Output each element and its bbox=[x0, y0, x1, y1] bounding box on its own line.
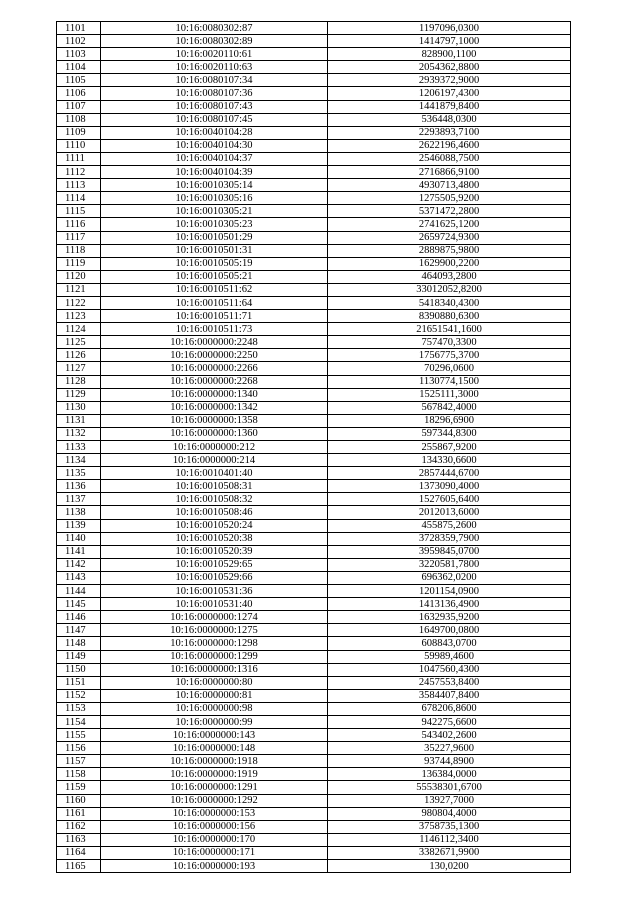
row-number-cell: 1126 bbox=[57, 349, 101, 362]
cadastral-number-cell: 10:16:0000000:212 bbox=[101, 441, 328, 454]
value-cell: 3584407,8400 bbox=[328, 689, 571, 702]
value-cell: 757470,3300 bbox=[328, 336, 571, 349]
row-number-cell: 1130 bbox=[57, 401, 101, 414]
table-row bbox=[57, 506, 571, 519]
cadastral-number-cell: 10:16:0000000:1342 bbox=[101, 401, 328, 414]
cadastral-number-cell: 10:16:0010511:71 bbox=[101, 310, 328, 323]
table-row bbox=[57, 310, 571, 323]
cadastral-number-cell: 10:16:0000000:171 bbox=[101, 846, 328, 859]
row-number-cell: 1150 bbox=[57, 663, 101, 676]
value-cell: 134330,6600 bbox=[328, 454, 571, 467]
cadastral-number-cell: 10:16:0000000:1340 bbox=[101, 388, 328, 401]
table-row bbox=[57, 231, 571, 244]
value-cell: 597344,8300 bbox=[328, 427, 571, 440]
cadastral-number-cell: 10:16:0010501:31 bbox=[101, 244, 328, 257]
table-row bbox=[57, 846, 571, 859]
table-row bbox=[57, 35, 571, 48]
table-row bbox=[57, 179, 571, 192]
table-row bbox=[57, 768, 571, 781]
row-number-cell: 1103 bbox=[57, 48, 101, 61]
row-number-cell: 1127 bbox=[57, 362, 101, 375]
row-number-cell: 1110 bbox=[57, 139, 101, 152]
row-number-cell: 1136 bbox=[57, 480, 101, 493]
table-row bbox=[57, 558, 571, 571]
cadastral-number-cell: 10:16:0080107:36 bbox=[101, 87, 328, 100]
row-number-cell: 1104 bbox=[57, 61, 101, 74]
value-cell: 1414797,1000 bbox=[328, 35, 571, 48]
value-cell: 608843,0700 bbox=[328, 637, 571, 650]
value-cell: 136384,0000 bbox=[328, 768, 571, 781]
cadastral-number-cell: 10:16:0000000:1360 bbox=[101, 427, 328, 440]
table-row bbox=[57, 126, 571, 139]
row-number-cell: 1123 bbox=[57, 310, 101, 323]
row-number-cell: 1116 bbox=[57, 218, 101, 231]
value-cell: 567842,4000 bbox=[328, 401, 571, 414]
table-row bbox=[57, 152, 571, 165]
value-cell: 455875,2600 bbox=[328, 519, 571, 532]
table-row bbox=[57, 467, 571, 480]
row-number-cell: 1131 bbox=[57, 414, 101, 427]
value-cell: 1197096,0300 bbox=[328, 22, 571, 35]
cadastral-number-cell: 10:16:0000000:1358 bbox=[101, 414, 328, 427]
table-row bbox=[57, 100, 571, 113]
value-cell: 5371472,2800 bbox=[328, 205, 571, 218]
cadastral-number-cell: 10:16:0000000:98 bbox=[101, 702, 328, 715]
table-row bbox=[57, 611, 571, 624]
table-row bbox=[57, 218, 571, 231]
row-number-cell: 1112 bbox=[57, 166, 101, 179]
table-row bbox=[57, 702, 571, 715]
cadastral-number-cell: 10:16:0040104:39 bbox=[101, 166, 328, 179]
value-cell: 3758735,1300 bbox=[328, 820, 571, 833]
table-row bbox=[57, 493, 571, 506]
value-cell: 55538301,6700 bbox=[328, 781, 571, 794]
row-number-cell: 1165 bbox=[57, 860, 101, 873]
row-number-cell: 1113 bbox=[57, 179, 101, 192]
cadastral-number-cell: 10:16:0010305:21 bbox=[101, 205, 328, 218]
table-row bbox=[57, 349, 571, 362]
value-cell: 70296,0600 bbox=[328, 362, 571, 375]
row-number-cell: 1152 bbox=[57, 689, 101, 702]
cadastral-number-cell: 10:16:0010520:24 bbox=[101, 519, 328, 532]
row-number-cell: 1144 bbox=[57, 585, 101, 598]
cadastral-number-cell: 10:16:0000000:148 bbox=[101, 742, 328, 755]
cadastral-number-cell: 10:16:0000000:2250 bbox=[101, 349, 328, 362]
value-cell: 255867,9200 bbox=[328, 441, 571, 454]
table-row bbox=[57, 545, 571, 558]
row-number-cell: 1134 bbox=[57, 454, 101, 467]
cadastral-number-cell: 10:16:0010305:16 bbox=[101, 192, 328, 205]
table-row bbox=[57, 270, 571, 283]
row-number-cell: 1153 bbox=[57, 702, 101, 715]
cadastral-number-cell: 10:16:0010508:31 bbox=[101, 480, 328, 493]
cadastral-number-cell: 10:16:0010511:64 bbox=[101, 296, 328, 309]
table-row bbox=[57, 296, 571, 309]
table-row bbox=[57, 689, 571, 702]
cadastral-number-cell: 10:16:0010529:66 bbox=[101, 571, 328, 584]
table-row bbox=[57, 441, 571, 454]
row-number-cell: 1115 bbox=[57, 205, 101, 218]
table-row bbox=[57, 283, 571, 296]
cadastral-number-cell: 10:16:0000000:1292 bbox=[101, 794, 328, 807]
row-number-cell: 1102 bbox=[57, 35, 101, 48]
row-number-cell: 1146 bbox=[57, 611, 101, 624]
row-number-cell: 1151 bbox=[57, 676, 101, 689]
row-number-cell: 1162 bbox=[57, 820, 101, 833]
cadastral-number-cell: 10:16:0010520:39 bbox=[101, 545, 328, 558]
row-number-cell: 1101 bbox=[57, 22, 101, 35]
value-cell: 2457553,8400 bbox=[328, 676, 571, 689]
row-number-cell: 1128 bbox=[57, 375, 101, 388]
cadastral-number-cell: 10:16:0000000:2248 bbox=[101, 336, 328, 349]
table-row bbox=[57, 192, 571, 205]
value-cell: 1756775,3700 bbox=[328, 349, 571, 362]
cadastral-number-cell: 10:16:0020110:63 bbox=[101, 61, 328, 74]
cadastral-number-cell: 10:16:0010305:23 bbox=[101, 218, 328, 231]
value-cell: 1201154,0900 bbox=[328, 585, 571, 598]
table-row bbox=[57, 22, 571, 35]
value-cell: 3728359,7900 bbox=[328, 532, 571, 545]
row-number-cell: 1132 bbox=[57, 427, 101, 440]
table-row bbox=[57, 663, 571, 676]
cadastral-number-cell: 10:16:0010505:21 bbox=[101, 270, 328, 283]
table-row bbox=[57, 755, 571, 768]
value-cell: 980804,4000 bbox=[328, 807, 571, 820]
row-number-cell: 1149 bbox=[57, 650, 101, 663]
value-cell: 2622196,4600 bbox=[328, 139, 571, 152]
cadastral-number-cell: 10:16:0010508:32 bbox=[101, 493, 328, 506]
table-row bbox=[57, 860, 571, 873]
row-number-cell: 1163 bbox=[57, 833, 101, 846]
table-row bbox=[57, 742, 571, 755]
value-cell: 3220581,7800 bbox=[328, 558, 571, 571]
value-cell: 464093,2800 bbox=[328, 270, 571, 283]
table-row bbox=[57, 833, 571, 846]
value-cell: 8390880,6300 bbox=[328, 310, 571, 323]
value-cell: 59989,4600 bbox=[328, 650, 571, 663]
cadastral-number-cell: 10:16:0000000:2268 bbox=[101, 375, 328, 388]
row-number-cell: 1147 bbox=[57, 624, 101, 637]
table-row bbox=[57, 166, 571, 179]
cadastral-number-cell: 10:16:0000000:156 bbox=[101, 820, 328, 833]
cadastral-number-cell: 10:16:0000000:1298 bbox=[101, 637, 328, 650]
value-cell: 543402,2600 bbox=[328, 729, 571, 742]
value-cell: 1146112,3400 bbox=[328, 833, 571, 846]
cadastral-number-cell: 10:16:0000000:170 bbox=[101, 833, 328, 846]
row-number-cell: 1145 bbox=[57, 598, 101, 611]
row-number-cell: 1137 bbox=[57, 493, 101, 506]
row-number-cell: 1109 bbox=[57, 126, 101, 139]
row-number-cell: 1158 bbox=[57, 768, 101, 781]
row-number-cell: 1143 bbox=[57, 571, 101, 584]
value-cell: 2939372,9000 bbox=[328, 74, 571, 87]
cadastral-number-cell: 10:16:0010401:40 bbox=[101, 467, 328, 480]
cadastral-number-cell: 10:16:0040104:28 bbox=[101, 126, 328, 139]
row-number-cell: 1139 bbox=[57, 519, 101, 532]
cadastral-number-cell: 10:16:0000000:1291 bbox=[101, 781, 328, 794]
cadastral-number-cell: 10:16:0080107:43 bbox=[101, 100, 328, 113]
cadastral-number-cell: 10:16:0080302:89 bbox=[101, 35, 328, 48]
table-row bbox=[57, 729, 571, 742]
value-cell: 2659724,9300 bbox=[328, 231, 571, 244]
table-row bbox=[57, 454, 571, 467]
table-row bbox=[57, 794, 571, 807]
value-cell: 1629900,2200 bbox=[328, 257, 571, 270]
table-row bbox=[57, 139, 571, 152]
row-number-cell: 1159 bbox=[57, 781, 101, 794]
row-number-cell: 1119 bbox=[57, 257, 101, 270]
cadastral-number-cell: 10:16:0080107:34 bbox=[101, 74, 328, 87]
table-row bbox=[57, 74, 571, 87]
table-row bbox=[57, 781, 571, 794]
table-row bbox=[57, 323, 571, 336]
value-cell: 2012013,6000 bbox=[328, 506, 571, 519]
row-number-cell: 1154 bbox=[57, 715, 101, 728]
table-row bbox=[57, 375, 571, 388]
row-number-cell: 1117 bbox=[57, 231, 101, 244]
cadastral-number-cell: 10:16:0000000:2266 bbox=[101, 362, 328, 375]
value-cell: 1632935,9200 bbox=[328, 611, 571, 624]
cadastral-number-cell: 10:16:0080302:87 bbox=[101, 22, 328, 35]
row-number-cell: 1138 bbox=[57, 506, 101, 519]
row-number-cell: 1141 bbox=[57, 545, 101, 558]
cadastral-value-table bbox=[56, 21, 571, 873]
cadastral-number-cell: 10:16:0010531:40 bbox=[101, 598, 328, 611]
value-cell: 4930713,4800 bbox=[328, 179, 571, 192]
table-body bbox=[57, 22, 571, 873]
value-cell: 2293893,7100 bbox=[328, 126, 571, 139]
value-cell: 942275,6600 bbox=[328, 715, 571, 728]
cadastral-number-cell: 10:16:0010531:36 bbox=[101, 585, 328, 598]
table-row bbox=[57, 585, 571, 598]
table-row bbox=[57, 388, 571, 401]
value-cell: 35227,9600 bbox=[328, 742, 571, 755]
row-number-cell: 1114 bbox=[57, 192, 101, 205]
table-row bbox=[57, 637, 571, 650]
value-cell: 93744,8900 bbox=[328, 755, 571, 768]
table-row bbox=[57, 807, 571, 820]
value-cell: 1275505,9200 bbox=[328, 192, 571, 205]
cadastral-number-cell: 10:16:0000000:80 bbox=[101, 676, 328, 689]
cadastral-number-cell: 10:16:0000000:214 bbox=[101, 454, 328, 467]
value-cell: 2741625,1200 bbox=[328, 218, 571, 231]
value-cell: 696362,0200 bbox=[328, 571, 571, 584]
table-row bbox=[57, 336, 571, 349]
row-number-cell: 1118 bbox=[57, 244, 101, 257]
table-row bbox=[57, 244, 571, 257]
row-number-cell: 1133 bbox=[57, 441, 101, 454]
row-number-cell: 1120 bbox=[57, 270, 101, 283]
cadastral-number-cell: 10:16:0000000:1299 bbox=[101, 650, 328, 663]
row-number-cell: 1124 bbox=[57, 323, 101, 336]
cadastral-number-cell: 10:16:0040104:37 bbox=[101, 152, 328, 165]
cadastral-number-cell: 10:16:0000000:99 bbox=[101, 715, 328, 728]
value-cell: 2716866,9100 bbox=[328, 166, 571, 179]
table-row bbox=[57, 61, 571, 74]
table-row bbox=[57, 480, 571, 493]
value-cell: 1441879,8400 bbox=[328, 100, 571, 113]
cadastral-number-cell: 10:16:0010501:29 bbox=[101, 231, 328, 244]
row-number-cell: 1106 bbox=[57, 87, 101, 100]
cadastral-number-cell: 10:16:0000000:81 bbox=[101, 689, 328, 702]
cadastral-number-cell: 10:16:0000000:1274 bbox=[101, 611, 328, 624]
cadastral-number-cell: 10:16:0000000:1275 bbox=[101, 624, 328, 637]
cadastral-number-cell: 10:16:0000000:1918 bbox=[101, 755, 328, 768]
value-cell: 33012052,8200 bbox=[328, 283, 571, 296]
row-number-cell: 1155 bbox=[57, 729, 101, 742]
value-cell: 1525111,3000 bbox=[328, 388, 571, 401]
table-row bbox=[57, 257, 571, 270]
value-cell: 1130774,1500 bbox=[328, 375, 571, 388]
table-row bbox=[57, 519, 571, 532]
row-number-cell: 1160 bbox=[57, 794, 101, 807]
table-row bbox=[57, 414, 571, 427]
value-cell: 1047560,4300 bbox=[328, 663, 571, 676]
value-cell: 2857444,6700 bbox=[328, 467, 571, 480]
cadastral-number-cell: 10:16:0000000:193 bbox=[101, 860, 328, 873]
value-cell: 1527605,6400 bbox=[328, 493, 571, 506]
cadastral-number-cell: 10:16:0010529:65 bbox=[101, 558, 328, 571]
cadastral-number-cell: 10:16:0010508:46 bbox=[101, 506, 328, 519]
row-number-cell: 1107 bbox=[57, 100, 101, 113]
table-row bbox=[57, 87, 571, 100]
row-number-cell: 1148 bbox=[57, 637, 101, 650]
row-number-cell: 1164 bbox=[57, 846, 101, 859]
cadastral-number-cell: 10:16:0000000:1316 bbox=[101, 663, 328, 676]
table-row bbox=[57, 532, 571, 545]
row-number-cell: 1122 bbox=[57, 296, 101, 309]
value-cell: 1413136,4900 bbox=[328, 598, 571, 611]
row-number-cell: 1135 bbox=[57, 467, 101, 480]
row-number-cell: 1105 bbox=[57, 74, 101, 87]
table-row bbox=[57, 715, 571, 728]
table-row bbox=[57, 624, 571, 637]
table-row bbox=[57, 598, 571, 611]
cadastral-number-cell: 10:16:0010305:14 bbox=[101, 179, 328, 192]
value-cell: 3959845,0700 bbox=[328, 545, 571, 558]
value-cell: 130,0200 bbox=[328, 860, 571, 873]
value-cell: 13927,7000 bbox=[328, 794, 571, 807]
table-row bbox=[57, 650, 571, 663]
value-cell: 1649700,0800 bbox=[328, 624, 571, 637]
row-number-cell: 1111 bbox=[57, 152, 101, 165]
row-number-cell: 1108 bbox=[57, 113, 101, 126]
row-number-cell: 1161 bbox=[57, 807, 101, 820]
cadastral-number-cell: 10:16:0020110:61 bbox=[101, 48, 328, 61]
value-cell: 21651541,1600 bbox=[328, 323, 571, 336]
row-number-cell: 1140 bbox=[57, 532, 101, 545]
row-number-cell: 1142 bbox=[57, 558, 101, 571]
cadastral-number-cell: 10:16:0080107:45 bbox=[101, 113, 328, 126]
value-cell: 3382671,9900 bbox=[328, 846, 571, 859]
value-cell: 18296,6900 bbox=[328, 414, 571, 427]
row-number-cell: 1125 bbox=[57, 336, 101, 349]
table-row bbox=[57, 427, 571, 440]
table-row bbox=[57, 676, 571, 689]
table-row bbox=[57, 820, 571, 833]
value-cell: 678206,8600 bbox=[328, 702, 571, 715]
cadastral-number-cell: 10:16:0010511:62 bbox=[101, 283, 328, 296]
table-row bbox=[57, 571, 571, 584]
cadastral-number-cell: 10:16:0010520:38 bbox=[101, 532, 328, 545]
value-cell: 5418340,4300 bbox=[328, 296, 571, 309]
row-number-cell: 1121 bbox=[57, 283, 101, 296]
cadastral-number-cell: 10:16:0010511:73 bbox=[101, 323, 328, 336]
value-cell: 1206197,4300 bbox=[328, 87, 571, 100]
table-row bbox=[57, 401, 571, 414]
cadastral-number-cell: 10:16:0000000:143 bbox=[101, 729, 328, 742]
value-cell: 2054362,8800 bbox=[328, 61, 571, 74]
table-row bbox=[57, 205, 571, 218]
row-number-cell: 1129 bbox=[57, 388, 101, 401]
table-row bbox=[57, 113, 571, 126]
value-cell: 828900,1100 bbox=[328, 48, 571, 61]
cadastral-number-cell: 10:16:0010505:19 bbox=[101, 257, 328, 270]
row-number-cell: 1156 bbox=[57, 742, 101, 755]
table-row bbox=[57, 48, 571, 61]
cadastral-number-cell: 10:16:0040104:30 bbox=[101, 139, 328, 152]
value-cell: 2889875,9800 bbox=[328, 244, 571, 257]
cadastral-number-cell: 10:16:0000000:1919 bbox=[101, 768, 328, 781]
value-cell: 1373090,4000 bbox=[328, 480, 571, 493]
cadastral-number-cell: 10:16:0000000:153 bbox=[101, 807, 328, 820]
value-cell: 2546088,7500 bbox=[328, 152, 571, 165]
table-row bbox=[57, 362, 571, 375]
row-number-cell: 1157 bbox=[57, 755, 101, 768]
value-cell: 536448,0300 bbox=[328, 113, 571, 126]
